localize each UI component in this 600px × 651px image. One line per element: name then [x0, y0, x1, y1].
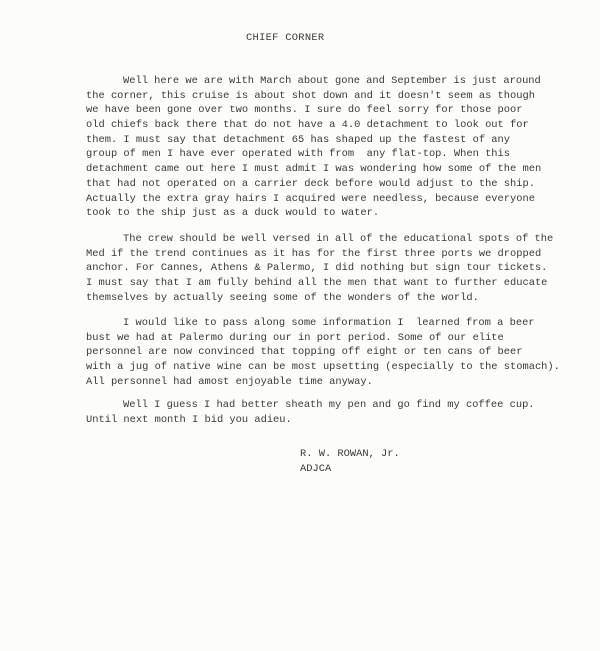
text-line: them. I must say that detachment 65 has shaped up the fastest of any	[86, 133, 511, 146]
text-line: The crew should be well versed in all of the educational spots of the	[123, 233, 554, 245]
signature-block	[300, 447, 400, 476]
text-line: old chiefs back there that do not have a 4.0 detachment to look out for	[86, 119, 529, 132]
text-line: All personnel had amost enjoyable time anyway.	[86, 375, 373, 388]
text-line: personnel are now convinced that topping off eight or ten cans of beer	[86, 346, 523, 359]
text-line: that had not operated on a carrier deck before would adjust to the ship.	[86, 177, 535, 190]
text-line: Well I guess I had better sheath my pen and go find my coffee cup.	[123, 399, 535, 411]
paragraph-1	[86, 74, 541, 221]
text-line: themselves by actually seeing some of the wonders of the world.	[86, 291, 479, 304]
text-line: I must say that I am fully behind all the men that want to further educate	[86, 277, 548, 290]
paragraph-3	[86, 316, 560, 389]
text-line: the corner, this cruise is about shot down and it doesn't seem as though	[86, 89, 535, 102]
text-line: Actually the extra gray hairs I acquired were needless, because everyone	[86, 192, 535, 205]
text-line: took to the ship just as a duck would to water.	[86, 207, 380, 220]
text-line: Until next month I bid you adieu.	[86, 413, 292, 426]
document-title: CHIEF CORNER	[246, 32, 325, 44]
text-line: bust we had at Palermo during our in port period. Some of our elite	[86, 331, 504, 344]
signature-name: R. W. ROWAN, Jr.	[300, 448, 400, 460]
paragraph-2	[86, 232, 553, 305]
paragraph-4	[86, 398, 535, 427]
text-line: we have been gone over two months. I sure do feel sorry for those poor	[86, 104, 523, 117]
text-line: anchor. For Cannes, Athens & Palermo, I did nothing but sign tour tickets.	[86, 262, 548, 275]
text-line: I would like to pass along some information I learned from a beer	[123, 317, 535, 329]
text-line: with a jug of native wine can be most upsetting (especially to the stomach).	[86, 361, 560, 374]
text-line: group of men I have ever operated with from any flat-top. When this	[86, 148, 511, 161]
text-line: Med if the trend continues as it has for the first three ports we dropped	[86, 247, 542, 260]
signature-rank: ADJCA	[300, 462, 332, 475]
text-line: Well here we are with March about gone and September is just around	[123, 75, 541, 87]
text-line: detachment came out here I must admit I was wondering how some of the men	[86, 163, 542, 176]
